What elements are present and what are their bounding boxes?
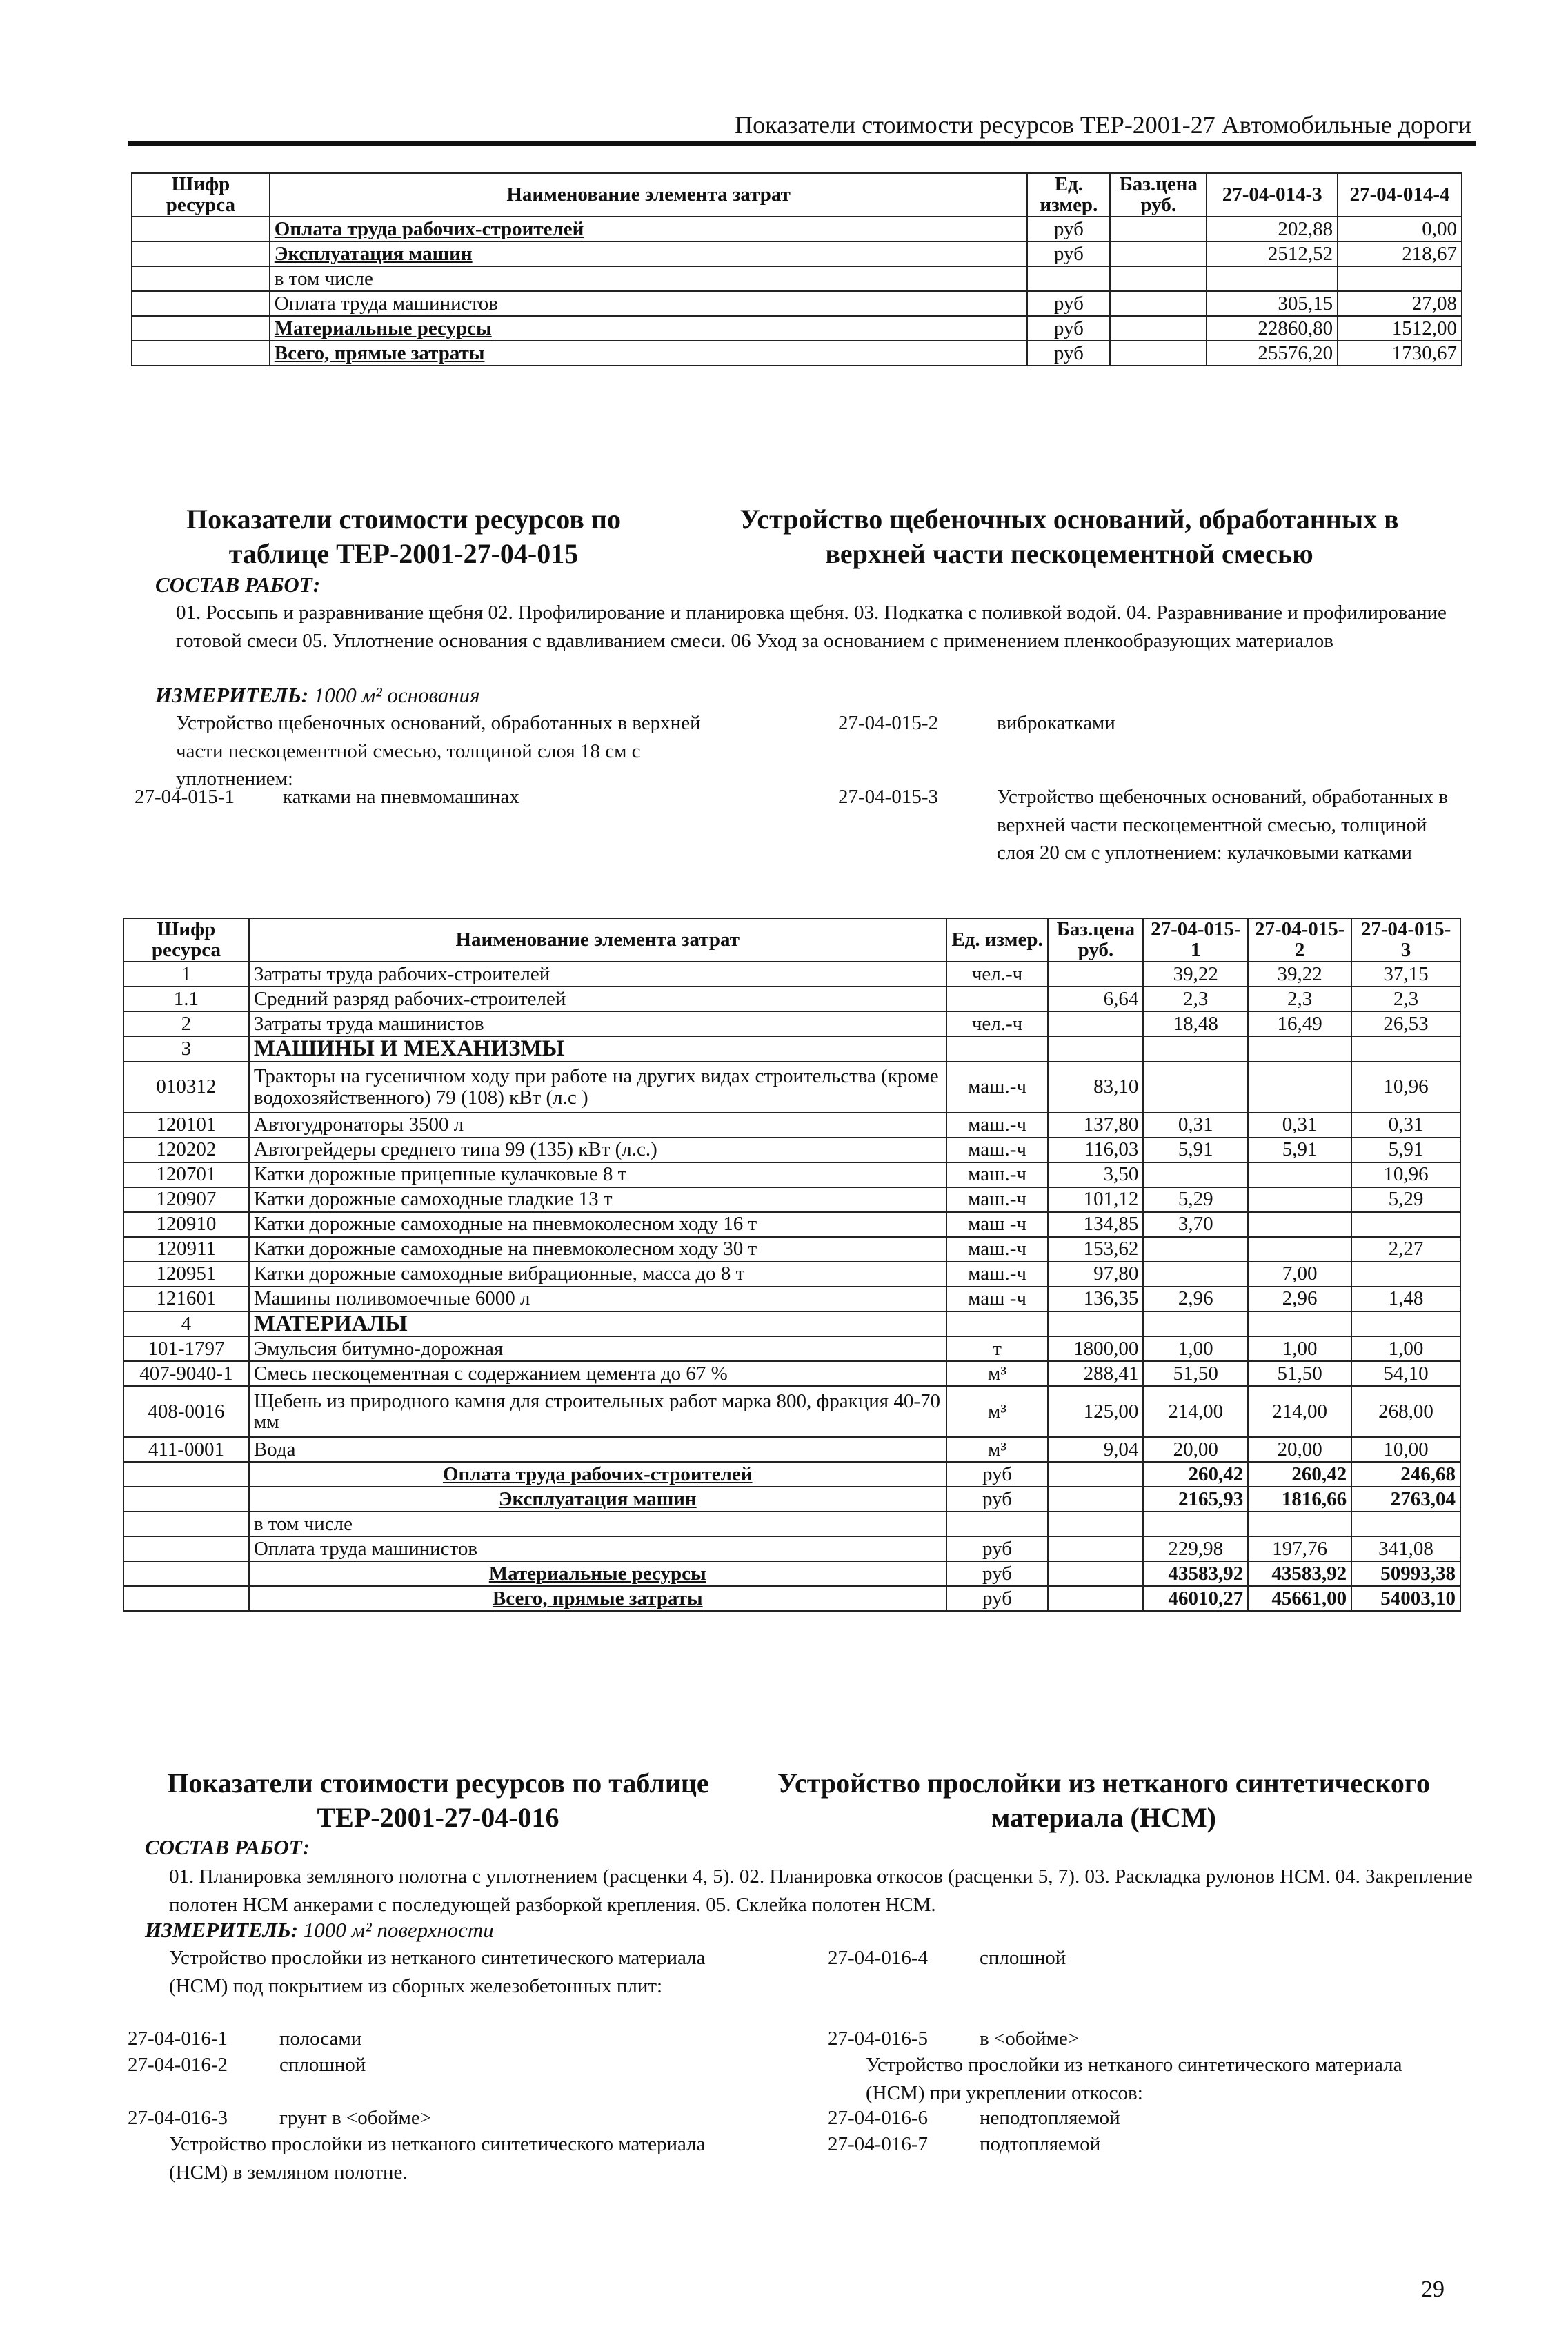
cell-name: Всего, прямые затраты [270, 341, 1028, 366]
cell-price: 153,62 [1048, 1237, 1143, 1262]
col-header-015-3: 27-04-015-3 [1351, 918, 1460, 962]
table-row [123, 1336, 1460, 1361]
cell-name: в том числе [270, 266, 1028, 291]
cell-code [132, 316, 270, 341]
cell-unit: маш -ч [946, 1287, 1049, 1311]
cell-name: Оплата труда машинистов [249, 1536, 946, 1561]
section15-right-title: Устройство щебеночных оснований, обработанных в верхней части пескоцементной смесью [740, 504, 1399, 569]
cell-unit: руб [946, 1487, 1049, 1512]
cell-value: 5,29 [1351, 1187, 1460, 1212]
cell-value: 1730,67 [1338, 341, 1462, 366]
cell-value: 20,00 [1143, 1437, 1248, 1462]
table-header-row [132, 173, 1462, 217]
section15-code3: 27-04-015-3 [838, 786, 938, 808]
cell-price [1048, 962, 1143, 987]
section16-code1: 27-04-016-1 [128, 2028, 228, 2050]
page-number: 29 [1421, 2277, 1445, 2302]
col-header-code: Шифр ресурса [123, 918, 249, 962]
section16-right-title: Устройство прослойки из нетканого синтетического материала (НСМ) [777, 1767, 1430, 1833]
section15-composition-label: СОСТАВ РАБОТ: [155, 573, 321, 597]
cell-code: 120907 [123, 1187, 249, 1212]
cell-name: МАШИНЫ И МЕХАНИЗМЫ [249, 1036, 946, 1062]
cell-price [1048, 1561, 1143, 1586]
cell-value: 43583,92 [1143, 1561, 1248, 1586]
cell-value: 1,48 [1351, 1287, 1460, 1311]
cell-name: Затраты труда машинистов [249, 1011, 946, 1036]
cell-value: 25576,20 [1207, 341, 1338, 366]
cell-value [1143, 1262, 1248, 1287]
cell-value [1143, 1062, 1248, 1113]
cell-price [1048, 1036, 1143, 1062]
table-row [132, 316, 1462, 341]
cell-value: 214,00 [1248, 1386, 1351, 1437]
col-header-015-1: 27-04-015-1 [1143, 918, 1248, 962]
cell-value [1351, 1311, 1460, 1337]
section16-code3: 27-04-016-3 [128, 2107, 228, 2129]
cell-code: 121601 [123, 1287, 249, 1311]
cell-price: 134,85 [1048, 1212, 1143, 1237]
cell-value: 1,00 [1351, 1336, 1460, 1361]
cell-value: 3,70 [1143, 1212, 1248, 1237]
section15-left-title: Показатели стоимости ресурсов по таблице ТЕР-2001-27-04-015 [186, 504, 621, 569]
cell-price: 1800,00 [1048, 1336, 1143, 1361]
section16-code2: 27-04-016-2 [128, 2054, 228, 2076]
cell-price [1110, 266, 1207, 291]
cell-code: 1.1 [123, 987, 249, 1011]
cell-price: 136,35 [1048, 1287, 1143, 1311]
col-header-014-3: 27-04-014-3 [1207, 173, 1338, 217]
cell-name: Эмульсия битумно-дорожная [249, 1336, 946, 1361]
cell-code: 4 [123, 1311, 249, 1337]
table-row [123, 1036, 1460, 1062]
cell-value [1143, 1036, 1248, 1062]
section15-code2: 27-04-015-2 [838, 712, 938, 734]
table-row [132, 341, 1462, 366]
table-row [123, 1361, 1460, 1386]
cell-value [1248, 1512, 1351, 1536]
cell-value: 50993,38 [1351, 1561, 1460, 1586]
cell-unit [946, 1036, 1049, 1062]
cell-value: 54003,10 [1351, 1586, 1460, 1611]
cell-unit: маш.-ч [946, 1062, 1049, 1113]
cell-code: 120951 [123, 1262, 249, 1287]
cell-unit: маш.-ч [946, 1138, 1049, 1162]
cell-value: 39,22 [1143, 962, 1248, 987]
table-row [123, 1113, 1460, 1138]
cell-code: 010312 [123, 1062, 249, 1113]
cell-unit: руб [946, 1586, 1049, 1611]
cell-price [1110, 217, 1207, 241]
cell-name: в том числе [249, 1512, 946, 1536]
table-row [123, 987, 1460, 1011]
cell-name: Эксплуатация машин [249, 1487, 946, 1512]
table-row [132, 241, 1462, 266]
cell-value: 1512,00 [1338, 316, 1462, 341]
cell-value: 214,00 [1143, 1386, 1248, 1437]
cell-price: 9,04 [1048, 1437, 1143, 1462]
section16-composition-label: СОСТАВ РАБОТ: [145, 1835, 310, 1859]
cell-price: 125,00 [1048, 1386, 1143, 1437]
cell-value: 39,22 [1248, 962, 1351, 987]
cell-price: 3,50 [1048, 1162, 1143, 1187]
cell-unit: маш.-ч [946, 1113, 1049, 1138]
cell-code: 120911 [123, 1237, 249, 1262]
table-header-row [123, 918, 1460, 962]
section15-meter [155, 683, 480, 708]
cell-name: Эксплуатация машин [270, 241, 1028, 266]
cell-value: 5,91 [1143, 1138, 1248, 1162]
cell-value: 5,91 [1248, 1138, 1351, 1162]
cell-value: 1816,66 [1248, 1487, 1351, 1512]
cell-unit: чел.-ч [946, 962, 1049, 987]
cell-value [1248, 1187, 1351, 1212]
cell-value: 0,31 [1143, 1113, 1248, 1138]
section16-meter [145, 1918, 494, 1943]
cell-value: 45661,00 [1248, 1586, 1351, 1611]
cell-value: 268,00 [1351, 1386, 1460, 1437]
section16-meter-value: 1000 м² поверхности [303, 1918, 494, 1942]
cell-value: 51,50 [1143, 1361, 1248, 1386]
cell-value [1143, 1162, 1248, 1187]
table-row [123, 1437, 1460, 1462]
section16-desc2: Устройство прослойки из нетканого синтетического материала (НСМ) в земляном полотне. [169, 2133, 706, 2183]
cell-value: 10,00 [1351, 1437, 1460, 1462]
cell-unit: руб [946, 1561, 1049, 1586]
cell-code [132, 291, 270, 316]
cell-value: 5,91 [1351, 1138, 1460, 1162]
section15-code1-text: катками на пневмомашинах [283, 786, 519, 808]
cell-code: 120101 [123, 1113, 249, 1138]
table-row [123, 1311, 1460, 1337]
cell-value: 43583,92 [1248, 1561, 1351, 1586]
table-row [123, 1512, 1460, 1536]
section15-meter-value: 1000 м² основания [313, 683, 480, 707]
cell-value: 10,96 [1351, 1162, 1460, 1187]
cell-unit: руб [1027, 291, 1110, 316]
cell-unit: маш.-ч [946, 1262, 1049, 1287]
section16-code7-text: подтопляемой [980, 2133, 1101, 2155]
cell-value: 1,00 [1143, 1336, 1248, 1361]
cell-code [123, 1536, 249, 1561]
cell-value: 0,31 [1351, 1113, 1460, 1138]
cell-value [1143, 1512, 1248, 1536]
cell-value [1143, 1237, 1248, 1262]
cell-value [1338, 266, 1462, 291]
cell-name: Смесь пескоцементная с содержанием цемента до 67 % [249, 1361, 946, 1386]
cell-value: 197,76 [1248, 1536, 1351, 1561]
cell-name: Оплата труда рабочих-строителей [249, 1462, 946, 1487]
cell-unit: руб [946, 1536, 1049, 1561]
col-header-name: Наименование элемента затрат [270, 173, 1028, 217]
cell-name: Катки дорожные самоходные вибрационные, масса до 8 т [249, 1262, 946, 1287]
page-header-title: Показатели стоимости ресурсов ТЕР-2001-27 Автомобильные дороги [735, 111, 1471, 139]
section16-right-desc: Устройство прослойки из нетканого синтетического материала (НСМ) при укреплении откосов: [866, 2054, 1402, 2104]
cell-price [1048, 1586, 1143, 1611]
cell-value [1351, 1212, 1460, 1237]
cell-value [1351, 1512, 1460, 1536]
cell-code [132, 341, 270, 366]
cell-value: 7,00 [1248, 1262, 1351, 1287]
cell-value: 2165,93 [1143, 1487, 1248, 1512]
cell-unit: маш.-ч [946, 1237, 1049, 1262]
cell-unit [1027, 266, 1110, 291]
cell-price [1110, 316, 1207, 341]
cell-unit: чел.-ч [946, 1011, 1049, 1036]
cell-value: 5,29 [1143, 1187, 1248, 1212]
cell-name: Машины поливомоечные 6000 л [249, 1287, 946, 1311]
cell-value: 22860,80 [1207, 316, 1338, 341]
section16-code6: 27-04-016-6 [828, 2107, 928, 2129]
section16-code4-text: сплошной [980, 1947, 1066, 1969]
table-row [123, 1062, 1460, 1113]
table-row [123, 1237, 1460, 1262]
table-row [132, 291, 1462, 316]
cell-unit [946, 1512, 1049, 1536]
table-row [123, 1561, 1460, 1586]
cell-code [132, 241, 270, 266]
section15-composition-text: 01. Россыпь и разравнивание щебня 02. Профилирование и планировка щебня. 03. Подкатка с поливкой водой. 04. Разравнивание и профилирование готовой смеси 05. Уплотнение основания с вдавливанием смеси. 06 Уход за основанием с применением пленкообразующих материалов [176, 602, 1447, 652]
cell-price [1048, 1011, 1143, 1036]
table-row [123, 1487, 1460, 1512]
cell-price [1110, 241, 1207, 266]
cell-code: 411-0001 [123, 1437, 249, 1462]
table-row [123, 1162, 1460, 1187]
col-header-price: Баз.цена руб. [1048, 918, 1143, 962]
col-header-014-4: 27-04-014-4 [1338, 173, 1462, 217]
cell-unit: руб [1027, 217, 1110, 241]
cell-value: 16,49 [1248, 1011, 1351, 1036]
cell-value: 26,53 [1351, 1011, 1460, 1036]
header-rule [128, 141, 1476, 146]
section16-desc: Устройство прослойки из нетканого синтетического материала (НСМ) под покрытием из сборных железобетонных плит: [169, 1947, 706, 1997]
cell-unit: т [946, 1336, 1049, 1361]
cell-code [132, 217, 270, 241]
cell-code [123, 1487, 249, 1512]
cell-value: 202,88 [1207, 217, 1338, 241]
cell-unit: руб [1027, 241, 1110, 266]
cell-code: 408-0016 [123, 1386, 249, 1437]
cell-unit [946, 987, 1049, 1011]
cell-code: 3 [123, 1036, 249, 1062]
cell-code [123, 1561, 249, 1586]
cell-value: 2,3 [1248, 987, 1351, 1011]
cell-value: 18,48 [1143, 1011, 1248, 1036]
cell-value [1248, 1062, 1351, 1113]
cell-value: 27,08 [1338, 291, 1462, 316]
cell-value: 2,27 [1351, 1237, 1460, 1262]
section15-meter-label: ИЗМЕРИТЕЛЬ: [155, 683, 309, 707]
cell-price [1048, 1536, 1143, 1561]
cell-value [1248, 1212, 1351, 1237]
cell-name: Вода [249, 1437, 946, 1462]
cell-value: 0,31 [1248, 1113, 1351, 1138]
cell-price [1048, 1311, 1143, 1337]
cell-name: Щебень из природного камня для строительных работ марка 800, фракция 40-70 мм [249, 1386, 946, 1437]
resource-table-015 [123, 918, 1461, 1612]
cell-value [1248, 1036, 1351, 1062]
cell-code: 407-9040-1 [123, 1361, 249, 1386]
table-row [132, 266, 1462, 291]
col-header-name: Наименование элемента затрат [249, 918, 946, 962]
cell-unit: маш -ч [946, 1212, 1049, 1237]
section16-composition-text: 01. Планировка земляного полотна с уплотнением (расценки 4, 5). 02. Планировка откосов (расценки 5, 7). 03. Раскладка рулонов НСМ. 04. Закрепление полотен НСМ анкерами с последующей разборкой крепления. 05. Склейка полотен НСМ. [169, 1865, 1473, 1916]
col-header-price: Баз.цена руб. [1110, 173, 1207, 217]
cell-unit: м³ [946, 1361, 1049, 1386]
table-row [132, 217, 1462, 241]
cell-name: Автогрейдеры среднего типа 99 (135) кВт (л.с.) [249, 1138, 946, 1162]
cell-value [1248, 1237, 1351, 1262]
cell-value: 260,42 [1143, 1462, 1248, 1487]
col-header-unit: Ед. измер. [946, 918, 1049, 962]
cell-code: 120202 [123, 1138, 249, 1162]
cell-price: 137,80 [1048, 1113, 1143, 1138]
cell-price: 288,41 [1048, 1361, 1143, 1386]
cell-price: 97,80 [1048, 1262, 1143, 1287]
resource-table-014 [131, 172, 1462, 366]
cell-name: Затраты труда рабочих-строителей [249, 962, 946, 987]
cell-value: 51,50 [1248, 1361, 1351, 1386]
cell-code: 1 [123, 962, 249, 987]
col-header-code: Шифр ресурса [132, 173, 270, 217]
cell-value: 10,96 [1351, 1062, 1460, 1113]
table-row [123, 1287, 1460, 1311]
cell-value: 2512,52 [1207, 241, 1338, 266]
cell-code [123, 1512, 249, 1536]
section16-code2-text: сплошной [279, 2054, 366, 2076]
cell-unit: руб [946, 1462, 1049, 1487]
cell-value: 37,15 [1351, 962, 1460, 987]
cell-value: 1,00 [1248, 1336, 1351, 1361]
table-row [123, 1138, 1460, 1162]
section16-code4: 27-04-016-4 [828, 1947, 928, 1969]
cell-price [1048, 1487, 1143, 1512]
section15-code2-text: виброкатками [997, 712, 1115, 734]
cell-code: 120701 [123, 1162, 249, 1187]
cell-value [1248, 1311, 1351, 1337]
cell-value: 20,00 [1248, 1437, 1351, 1462]
cell-value: 229,98 [1143, 1536, 1248, 1561]
cell-value: 2,3 [1143, 987, 1248, 1011]
section16-meter-label: ИЗМЕРИТЕЛЬ: [145, 1918, 299, 1942]
cell-price [1048, 1512, 1143, 1536]
section15-code3-text: Устройство щебеночных оснований, обработанных в верхней части пескоцементной смесью, толщиной слоя 20 см с уплотнением: кулачковыми катками [997, 786, 1449, 864]
cell-price: 101,12 [1048, 1187, 1143, 1212]
cell-price [1110, 341, 1207, 366]
table-row [123, 1462, 1460, 1487]
cell-code: 120910 [123, 1212, 249, 1237]
cell-value: 2,3 [1351, 987, 1460, 1011]
cell-name: Автогудронаторы 3500 л [249, 1113, 946, 1138]
cell-unit [946, 1311, 1049, 1337]
cell-price: 116,03 [1048, 1138, 1143, 1162]
table-row [123, 1536, 1460, 1561]
cell-value: 2,96 [1248, 1287, 1351, 1311]
table-row [123, 1187, 1460, 1212]
cell-price [1110, 291, 1207, 316]
section16-code3-text: грунт в <обойме> [279, 2107, 432, 2129]
cell-price: 83,10 [1048, 1062, 1143, 1113]
cell-code: 101-1797 [123, 1336, 249, 1361]
cell-value: 341,08 [1351, 1536, 1460, 1561]
section16-code6-text: неподтопляемой [980, 2107, 1120, 2129]
cell-unit: м³ [946, 1386, 1049, 1437]
cell-name: Всего, прямые затраты [249, 1586, 946, 1611]
cell-value [1351, 1262, 1460, 1287]
cell-name: МАТЕРИАЛЫ [249, 1311, 946, 1337]
cell-name: Катки дорожные самоходные на пневмоколесном ходу 30 т [249, 1237, 946, 1262]
section15-code1: 27-04-015-1 [135, 786, 235, 808]
cell-unit: руб [1027, 341, 1110, 366]
cell-value [1143, 1311, 1248, 1337]
cell-name: Оплата труда машинистов [270, 291, 1028, 316]
cell-code: 2 [123, 1011, 249, 1036]
cell-value: 54,10 [1351, 1361, 1460, 1386]
cell-value: 46010,27 [1143, 1586, 1248, 1611]
cell-value: 260,42 [1248, 1462, 1351, 1487]
table-row [123, 1586, 1460, 1611]
col-header-unit: Ед. измер. [1027, 173, 1110, 217]
cell-value: 2,96 [1143, 1287, 1248, 1311]
cell-unit: маш.-ч [946, 1162, 1049, 1187]
table-row [123, 1262, 1460, 1287]
cell-name: Средний разряд рабочих-строителей [249, 987, 946, 1011]
cell-code [123, 1586, 249, 1611]
table-row [123, 962, 1460, 987]
table-row [123, 1386, 1460, 1437]
cell-name: Катки дорожные самоходные на пневмоколесном ходу 16 т [249, 1212, 946, 1237]
section16-left-title: Показатели стоимости ресурсов по таблице ТЕР-2001-27-04-016 [167, 1767, 709, 1833]
section15-desc: Устройство щебеночных оснований, обработанных в верхней части пескоцементной смесью, толщиной слоя 18 см с уплотнением: [176, 712, 701, 791]
cell-price: 6,64 [1048, 987, 1143, 1011]
cell-unit: маш.-ч [946, 1187, 1049, 1212]
cell-name: Катки дорожные прицепные кулачковые 8 т [249, 1162, 946, 1187]
cell-value: 218,67 [1338, 241, 1462, 266]
section16-code5-text: в <обойме> [980, 2028, 1080, 2050]
cell-value: 305,15 [1207, 291, 1338, 316]
cell-value: 2763,04 [1351, 1487, 1460, 1512]
cell-price [1048, 1462, 1143, 1487]
cell-unit: руб [1027, 316, 1110, 341]
cell-name: Тракторы на гусеничном ходу при работе на других видах строительства (кроме водохозяйственного) 79 (108) кВт (л.с ) [249, 1062, 946, 1113]
table-row [123, 1011, 1460, 1036]
cell-name: Катки дорожные самоходные гладкие 13 т [249, 1187, 946, 1212]
cell-unit: м³ [946, 1437, 1049, 1462]
cell-name: Материальные ресурсы [249, 1561, 946, 1586]
cell-code [123, 1462, 249, 1487]
cell-name: Материальные ресурсы [270, 316, 1028, 341]
col-header-015-2: 27-04-015-2 [1248, 918, 1351, 962]
cell-name: Оплата труда рабочих-строителей [270, 217, 1028, 241]
cell-value: 0,00 [1338, 217, 1462, 241]
section16-code7: 27-04-016-7 [828, 2133, 928, 2155]
cell-value [1248, 1162, 1351, 1187]
section16-code1-text: полосами [279, 2028, 362, 2050]
cell-value [1351, 1036, 1460, 1062]
cell-code [132, 266, 270, 291]
cell-value: 246,68 [1351, 1462, 1460, 1487]
cell-value [1207, 266, 1338, 291]
table-row [123, 1212, 1460, 1237]
section16-code5: 27-04-016-5 [828, 2028, 928, 2050]
